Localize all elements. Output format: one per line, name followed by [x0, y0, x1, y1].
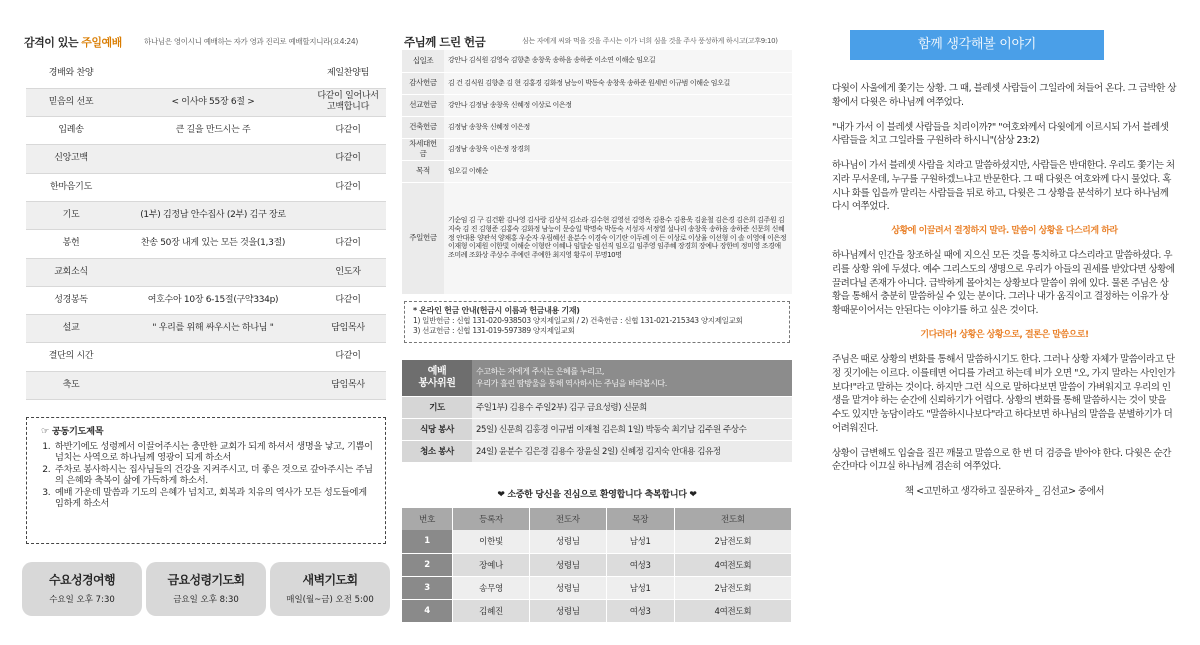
- meeting-wednesday: [22, 562, 142, 616]
- offering-title: 주님께 드린 헌금: [404, 35, 486, 49]
- worship-row: [26, 371, 386, 399]
- newcomer-registrant: 장예나: [453, 553, 530, 576]
- worship-leader: 인도자: [310, 258, 386, 286]
- worship-row: [26, 315, 386, 343]
- story-highlight: 상황에 이끌려서 결정하지 말라. 말씀이 상황을 다스리게 하라: [891, 226, 1118, 237]
- newcomer-cell-group: 남성1: [606, 576, 674, 599]
- offering-category: 십일조: [402, 50, 444, 72]
- worship-leader: 다같이 일어나서 고백합니다: [310, 88, 386, 116]
- staff-names: 주일1부) 김용수 주일2부) 김구 금요성령) 신문희: [472, 396, 792, 418]
- offering-names: 기순임 김 구 김건환 김나영 김사랑 김상석 김소라 김수현 김영선 김영옥 김용수 김용욱 김윤철 김은경 김은희 김주원 김지숙 김 진 김형준 김홍숙 김화정 남능이 문승일 박명숙 박동숙 서성자 서정열 설나리 송창욱 송하음 송하준 신문희 신혜정 안대용 양관석 양채홍 우순자 우림혜선 윤분수 이경숙 이기란 이두례 이 든 이상로 이상율 이선형 이 솔 이영애 이은정 이재형 이제원 이한빛 이해순 이형란 이혜나 임달순 임선직 임오길 임주영 임주혜 장경희 장예나 장한비 정미영 조경애 조미례 조화상 주상수 주예린 주예한 최지영 황루이 무명10명: [444, 182, 792, 294]
- meeting-name: 금요성령기도회: [167, 573, 245, 587]
- story-paragraph: "내가 가서 이 블레셋 사람들을 치리이까?" "여호와께서 다윗에게 이르시되 가서 블레셋 사람들을 치고 그일라를 구원하라 하시니"(삼상 23:2): [832, 121, 1169, 147]
- offering-category: 선교헌금: [402, 94, 444, 116]
- worship-leader: 담임목사: [310, 315, 386, 343]
- worship-item: 교회소식: [26, 258, 116, 286]
- story-paragraph: 하나님이 가서 블레셋 사람을 치라고 말씀하셨지만, 사람들은 반대한다. 우리도 쫓기는 처지라 무서운데, 누구를 구원하겠느냐고 반문한다. 그 때 다윗은 여호와께 다시 물었다. 혹시나 화를 입을까 말리는 사람들을 뒤로 하고, 다윗은 그 상황을 분석하기 보다 하나님께 다시 여쭈었다.: [832, 160, 1175, 213]
- worship-item: 축도: [26, 371, 116, 399]
- offering-names: 강안나 김정남 송창욱 신혜정 이상로 이은정: [444, 94, 792, 116]
- offering-row: [402, 50, 792, 72]
- staff-row: [402, 418, 792, 440]
- worship-item: 경배와 찬양: [26, 60, 116, 88]
- worship-item: 성경봉독: [26, 286, 116, 314]
- meeting-dawn: [270, 562, 390, 616]
- staff-names: 25일) 신문희 김홍경 이규범 이재철 김은희 1일) 박동숙 최기남 김주원 주상수: [472, 418, 792, 440]
- worship-item: 한마음기도: [26, 173, 116, 201]
- story-source: 책 <고민하고 생각하고 질문하자 _ 김선교> 중에서: [904, 486, 1105, 498]
- worship-leader: 다같이: [310, 173, 386, 201]
- offering-category: 차세대헌금: [402, 138, 444, 160]
- offering-names: 강안나 김식원 김영숙 김향춘 송창욱 송하음 송하준 이소연 이해순 임오길: [444, 50, 792, 72]
- staff-names: 24일) 윤분수 김은경 김용수 장윤실 2일) 신혜정 김지숙 안대용 김유정: [472, 440, 792, 462]
- worship-row: [26, 201, 386, 229]
- online-line: 1) 일반헌금 : 신협 131-020-938503 양지제일교회 / 2) 건축헌금 : 신협 131-021-215343 양지제일교회: [413, 316, 743, 326]
- offering-names: 김정남 송창욱 신혜정 이은정: [444, 116, 792, 138]
- worship-row: [26, 117, 386, 145]
- offering-names: 김정남 송창욱 이은정 장경희: [444, 138, 792, 160]
- worship-content: < 이사야 55장 6절 >: [116, 88, 310, 116]
- online-title: * 온라인 헌금 안내(헌금시 이름과 헌금내용 기재): [413, 306, 580, 315]
- story-column: [832, 0, 1177, 645]
- story-paragraph: 상황이 급변해도 입술을 질끈 깨물고 말씀으로 한 번 더 검증을 받아야 한다. 다윗은 순간순간마다 이끄실 하나님께 겸손히 여쭈었다.: [832, 447, 1171, 473]
- offering-category: 목적: [402, 160, 444, 182]
- story-highlight: 기다려라! 상황은 상황으로, 결론은 말씀으로!: [920, 330, 1089, 340]
- worship-row: [26, 60, 386, 88]
- worship-content: [116, 60, 310, 88]
- prayer-item: 2. 주차로 봉사하시는 집사님들의 건강을 지켜주시고, 더 좋은 것으로 갚아주시는 주님의 은혜와 축복이 삶에 가득하게 하소서.: [53, 464, 377, 487]
- worship-row: [26, 230, 386, 258]
- offering-row: [402, 160, 792, 182]
- offering-category: 건축헌금: [402, 116, 444, 138]
- worship-content: [116, 371, 310, 399]
- worship-row: [26, 88, 386, 116]
- newcomer-number: 1: [402, 530, 453, 553]
- staff-role: 기도: [402, 396, 472, 418]
- worship-verse: 하나님은 영이시니 예배하는 자가 영과 진리로 예배할지니라(요4:24): [144, 37, 358, 46]
- worship-item: 믿음의 선포: [26, 88, 116, 116]
- worship-row: [26, 145, 386, 173]
- newcomer-column-header: 목장: [606, 508, 674, 530]
- worship-column: [22, 0, 390, 645]
- newcomer-evangelist: 성령님: [529, 530, 606, 553]
- newcomer-registrant: 김혜진: [453, 599, 530, 622]
- worship-title: [24, 34, 122, 50]
- offering-row: [402, 116, 792, 138]
- newcomer-row: [402, 599, 792, 622]
- offering-category: 주일헌금: [402, 182, 444, 294]
- worship-content: [116, 343, 310, 371]
- meeting-name: 수요성경여행: [49, 573, 115, 587]
- offering-verse: 심는 자에게 씨와 먹을 것을 주시는 이가 너희 심을 것을 주사 풍성하게 하시고(고후9:10): [522, 37, 778, 45]
- newcomer-number: 2: [402, 553, 453, 576]
- prayer-list: [41, 441, 377, 510]
- online-offering-box: [404, 301, 790, 343]
- worship-row: [26, 343, 386, 371]
- story-paragraph: 다윗이 사울에게 쫓기는 상황. 그 때, 블레셋 사람들이 그일라에 쳐들어 온다. 그 급박한 상황에서 다윗은 하나님께 여쭈었다.: [832, 83, 1177, 108]
- worship-item: 입례송: [26, 117, 116, 145]
- newcomer-registrant: 송무영: [453, 576, 530, 599]
- worship-title-bold: 주일예배: [81, 36, 122, 49]
- online-line: 3) 선교헌금 : 신협 131-019-597389 양지제일교회: [413, 326, 575, 336]
- worship-content: 큰 길을 만드시는 주: [116, 117, 310, 145]
- staff-header-line: 예배: [427, 365, 447, 377]
- story-body: [832, 82, 1177, 510]
- worship-leader: 다같이: [310, 343, 386, 371]
- worship-title-prefix: 감격이 있는: [24, 36, 82, 49]
- welcome-text: ❤ 소중한 당신을 진심으로 환영합니다 축복합니다 ❤: [497, 490, 697, 500]
- worship-row: [26, 286, 386, 314]
- newcomer-mission-group: 4여전도회: [674, 599, 791, 622]
- meeting-time: 수요일 오후 7:30: [49, 595, 115, 605]
- offering-row: [402, 182, 792, 294]
- worship-content: [116, 145, 310, 173]
- worship-content: 찬송 50장 내게 있는 모든 것을(1,3절): [116, 230, 310, 258]
- meeting-name: 새벽기도회: [302, 573, 358, 587]
- story-paragraph: 하나님께서 인간을 창조하실 때에 지으신 모든 것을 통치하고 다스리라고 말씀하셨다. 우리를 상황 위에 두셨다. 예수 그리스도의 생명으로 우리가 아들의 권세를 받았다면 상황에 끌려다닐 존재가 아니다. 급박하게 몰아치는 상황보다 말씀이 위에 있다. 물론 주님은 상황을 통해서 충분히 말씀하실 수 있는 분이다. 그러나 내가 움직이고 결정하는 이유가 상황때문이어서는 안된다는 이야기를 하고 싶은 것이다.: [832, 250, 1175, 317]
- worship-leader: 제일찬양팀: [310, 60, 386, 88]
- newcomer-row: [402, 553, 792, 576]
- worship-leader: 다같이: [310, 230, 386, 258]
- offering-names: 김 건 김식원 김향춘 김 현 김홍경 김화정 남능이 박동숙 송창욱 송하준 원세빈 이규범 이해순 임오길: [444, 72, 792, 94]
- meeting-time: 매일(월~금) 오전 5:00: [286, 595, 374, 605]
- newcomer-mission-group: 2남전도회: [674, 530, 791, 553]
- staff-row: [402, 396, 792, 418]
- worship-item: 봉헌: [26, 230, 116, 258]
- newcomer-evangelist: 성령님: [529, 553, 606, 576]
- worship-content: (1부) 김정남 안수집사 (2부) 김구 장로: [116, 201, 310, 229]
- newcomer-registrant: 이한빛: [453, 530, 530, 553]
- newcomer-column-header: 전도회: [674, 508, 791, 530]
- newcomer-cell-group: 여성3: [606, 599, 674, 622]
- worship-content: [116, 258, 310, 286]
- prayer-item: 3. 예배 가운데 말씀과 기도의 은혜가 넘치고, 회복과 치유의 역사가 모든 성도들에게 임하게 하소서: [53, 487, 377, 510]
- newcomer-evangelist: 성령님: [529, 599, 606, 622]
- worship-row: [26, 173, 386, 201]
- staff-header-verse: [472, 360, 792, 396]
- newcomer-cell-group: 여성3: [606, 553, 674, 576]
- worship-leader: 담임목사: [310, 371, 386, 399]
- worship-item: 결단의 시간: [26, 343, 116, 371]
- newcomer-number: 3: [402, 576, 453, 599]
- staff-verse-line: 우리가 흘린 땀방울을 통해 역사하시는 주님을 바라봅시다.: [476, 378, 667, 388]
- newcomer-table: [402, 508, 792, 623]
- prayer-item: 1. 하반기에도 성령께서 이끌어주시는 충만한 교회가 되게 하셔서 생명을 낳고, 기쁨이 넘치는 사역으로 하나님께 영광이 되게 하소서: [53, 441, 377, 464]
- worship-item: 신앙고백: [26, 145, 116, 173]
- service-staff-table: [402, 360, 792, 463]
- newcomer-cell-group: 남성1: [606, 530, 674, 553]
- staff-verse-line: 수고하는 자에게 주시는 은혜를 누리고,: [476, 366, 604, 376]
- worship-item: 기도: [26, 201, 116, 229]
- staff-row: [402, 440, 792, 462]
- offering-column: [402, 0, 792, 645]
- newcomer-evangelist: 성령님: [529, 576, 606, 599]
- worship-leader: [310, 201, 386, 229]
- newcomer-column-header: 등록자: [453, 508, 530, 530]
- worship-content: " 우리를 위해 싸우시는 하나님 ": [116, 315, 310, 343]
- worship-item: 설교: [26, 315, 116, 343]
- prayer-title: ☞ 공동기도제목: [41, 426, 104, 437]
- newcomer-column-header: 전도자: [529, 508, 606, 530]
- newcomer-mission-group: 4여전도회: [674, 553, 791, 576]
- staff-role: 청소 봉사: [402, 440, 472, 462]
- offering-row: [402, 72, 792, 94]
- worship-leader: 다같이: [310, 286, 386, 314]
- newcomer-number: 4: [402, 599, 453, 622]
- offering-row: [402, 94, 792, 116]
- newcomer-row: [402, 576, 792, 599]
- meeting-friday: [146, 562, 266, 616]
- newcomer-mission-group: 2남전도회: [674, 576, 791, 599]
- meeting-time: 금요일 오후 8:30: [173, 595, 239, 605]
- story-paragraph: 주님은 때로 상황의 변화를 통해서 말씀하시기도 한다. 그러나 상황 자체가 말씀이라고 단정 짓기에는 이르다. 이를테면 어디를 가려고 하는데 비가 오면 "오, 가지 말라는 사인인가 보다!"라고 말하는 것이다. 하지만 그런 식으로 말하다보면 말씀이 가벼워지고 우리의 인생을 맡겨야 하는 순간에 신뢰하기가 어렵다. 상황의 변화를 통해 말씀하시는 것이 맞을 수도 있지만 농담이라도 "말씀하시나보다"라고 하다보면 하나님의 말씀을 분별하기가 더 어려워진다.: [832, 354, 1175, 434]
- prayer-box: [26, 417, 386, 544]
- offering-table: [402, 50, 792, 295]
- newcomer-column-header: 번호: [402, 508, 453, 530]
- staff-role: 식당 봉사: [402, 418, 472, 440]
- staff-header-line: 봉사위원: [418, 377, 456, 389]
- offering-category: 감사헌금: [402, 72, 444, 94]
- worship-row: [26, 258, 386, 286]
- worship-order-table: [26, 60, 386, 400]
- worship-content: 여호수아 10장 6-15절(구약334p): [116, 286, 310, 314]
- story-banner: 함께 생각해볼 이야기: [850, 30, 1104, 60]
- staff-header: [402, 360, 472, 396]
- worship-leader: 다같이: [310, 117, 386, 145]
- worship-leader: 다같이: [310, 145, 386, 173]
- offering-names: 임오길 이해순: [444, 160, 792, 182]
- offering-row: [402, 138, 792, 160]
- worship-content: [116, 173, 310, 201]
- newcomer-row: [402, 530, 792, 553]
